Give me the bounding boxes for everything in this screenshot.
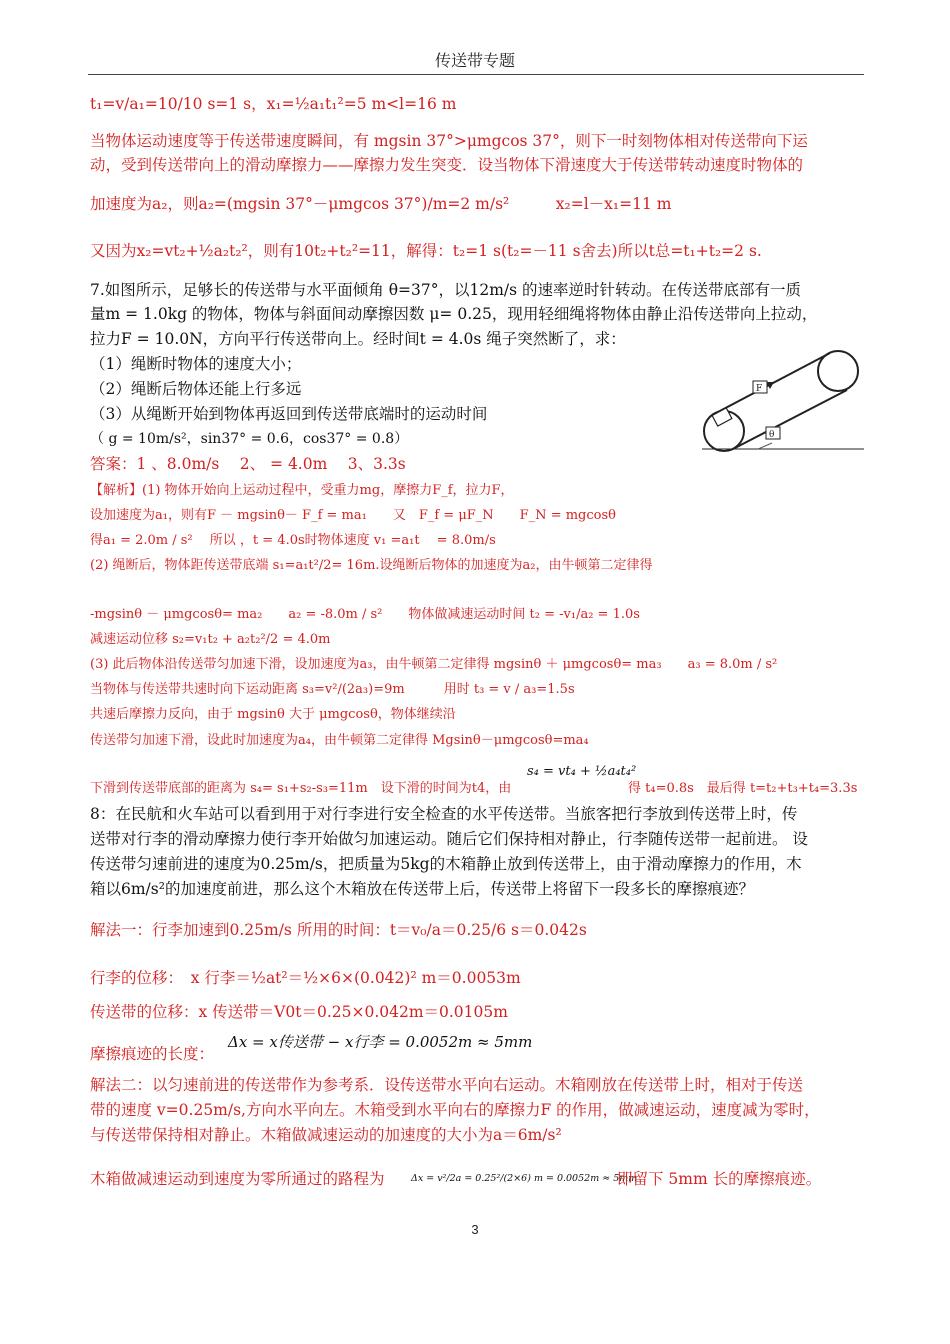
problem-7-question-1: （1）绳断时物体的速度大小； xyxy=(90,355,302,373)
analysis-line: (2) 绳断后，物体距传送带底端 s₁=a₁t²/2= 16m.设绳断后物体的加速度为a₂，由牛顿第二定律得 xyxy=(90,558,653,573)
page-number: 3 xyxy=(471,1222,479,1237)
conveyor-belt-figure xyxy=(700,345,866,455)
analysis-line: 得 t₄=0.8s 最后得 t=t₂+t₃+t₄=3.3s xyxy=(628,781,858,796)
solution-1-time: 解法一：行李加速到0.25m/s 所用的时间：t＝v₀/a＝0.25/6 s＝0.042s xyxy=(90,921,587,939)
problem-8-text: 传送带匀速前进的速度为0.25m/s，把质量为5kg的木箱静止放到传送带上，由于滑动摩擦力的作用，木 xyxy=(90,855,802,873)
problem-7-text: 量m = 1.0kg 的物体，物体与斜面间动摩擦因数 μ= 0.25，现用轻细绳将物体由静止沿传送带向上拉动， xyxy=(90,305,818,323)
solution-line-t2: 又因为x₂=vt₂+½a₂t₂²，则有10t₂+t₂²=11，解得：t₂=1 s(t₂=－11 s舍去)所以t总=t₁+t₂=2 s. xyxy=(90,242,762,260)
solution-2-text: 与传送带保持相对静止。木箱做减速运动的加速度的大小为a＝6m/s² xyxy=(90,1126,562,1144)
analysis-line: 设加速度为a₁，则有F － mgsinθ－ F_f = ma₁ 又 F_f = μF_N F_N = mgcosθ xyxy=(90,508,616,523)
formula-path: Δx = v²/2a = 0.25²/(2×6) m = 0.0052m ≈ 5mm xyxy=(411,1173,638,1184)
page-header-title: 传送带专题 xyxy=(434,51,515,70)
angle-label: θ xyxy=(769,430,775,440)
problem-7-answer: 答案：1 、8.0m/s 2、 = 4.0m 3、3.3s xyxy=(90,455,406,473)
problem-7-question-3: （3）从绳断开始到物体再返回到传送带底端时的运动时间 xyxy=(90,405,488,423)
problem-7-given: （ g = 10m/s²，sin37° = 0.6，cos37° = 0.8） xyxy=(90,431,409,447)
solution-line-t1: t₁=v/a₁=10/10 s=1 s，x₁=½a₁t₁²=5 m<l=16 m xyxy=(90,95,457,113)
problem-7-question-2: （2）绳断后物体还能上行多远 xyxy=(90,380,302,398)
analysis-line: 得a₁ = 2.0m / s² 所以 ，t = 4.0s时物体速度 v₁ =a₁t = 8.0m/s xyxy=(90,533,496,548)
analysis-line: -mgsinθ － μmgcosθ= ma₂ a₂ = -8.0m / s² 物体做减速运动时间 t₂ = -v₁/a₂ = 1.0s xyxy=(90,607,640,622)
problem-8-text: 箱以6m/s²的加速度前进，那么这个木箱放在传送带上后，传送带上将留下一段多长的摩擦痕迹？ xyxy=(90,880,754,898)
force-label: F xyxy=(756,384,763,394)
problem-8-text: 8：在民航和火车站可以看到用于对行李进行安全检查的水平传送带。当旅客把行李放到传送带上时，传 xyxy=(90,805,798,823)
solution-2-text: 解法二：以匀速前进的传送带作为参考系．设传送带水平向右运动。木箱刚放在传送带上时，相对于传送 xyxy=(90,1076,804,1094)
analysis-line: 【解析】(1) 物体开始向上运动过程中，受重力mg，摩擦力F_f，拉力F， xyxy=(90,483,514,498)
problem-7-text: 拉力F = 10.0N，方向平行传送带向上。经时间t = 4.0s 绳子突然断了，求： xyxy=(90,330,626,348)
analysis-line: 共速后摩擦力反向，由于 mgsinθ 大于 μmgcosθ，物体继续沿 xyxy=(90,707,456,722)
solution-1-trace-label: 摩擦痕迹的长度： xyxy=(90,1045,215,1063)
formula-delta-x: Δx = x传送带 − x行李 = 0.0052m ≈ 5mm xyxy=(228,1033,533,1051)
analysis-line: 减速运动位移 s₂=v₁t₂ + a₂t₂²/2 = 4.0m xyxy=(90,632,331,647)
formula-s4: s₄ = vt₄ + ½a₄t₄² xyxy=(527,764,637,779)
solution-line: 动，受到传送带向上的滑动摩擦力——摩擦力发生突变．设当物体下滑速度大于传送带转动速度时物体的 xyxy=(90,156,804,174)
problem-8-text: 送带对行李的滑动摩擦力使行李开始做匀加速运动。随后它们保持相对静止，行李随传送带一起前进。 设 xyxy=(90,830,808,848)
solution-2-path-label: 木箱做减速运动到速度为零所通过的路程为 xyxy=(90,1170,385,1188)
header-rule xyxy=(88,74,864,75)
solution-1-belt-displacement: 传送带的位移：x 传送带＝V0t＝0.25×0.042m＝0.0105m xyxy=(90,1003,508,1021)
analysis-line: 传送带匀加速下滑，设此时加速度为a₄，由牛顿第二定律得 Mgsinθ－μmgcosθ=ma₄ xyxy=(90,733,589,748)
solution-line: 当物体运动速度等于传送带速度瞬间，有 mgsin 37°>μmgcos 37°，则下一时刻物体相对传送带向下运 xyxy=(90,132,808,150)
solution-1-luggage-displacement: 行李的位移： x 行李＝½at²＝½×6×(0.042)² m＝0.0053m xyxy=(90,969,521,987)
analysis-line: 当物体与传送带共速时向下运动距离 s₃=v²/(2a₃)=9m 用时 t₃ = v / a₃=1.5s xyxy=(90,682,575,697)
problem-7-text: 7.如图所示，足够长的传送带与水平面倾角 θ=37°，以12m/s 的速率逆时针转动。在传送带底部有一质 xyxy=(90,281,802,299)
analysis-line: 下滑到传送带底部的距离为 s₄= s₁+s₂-s₃=11m 设下滑的时间为t4，由 xyxy=(90,781,512,796)
solution-line-a2: 加速度为a₂，则a₂=(mgsin 37°－μmgcos 37°)/m=2 m/s² x₂=l－x₁=11 m xyxy=(90,195,672,213)
solution-2-text: 带的速度 v=0.25m/s,方向水平向左。木箱受到水平向右的摩擦力F 的作用，做减速运动，速度减为零时， xyxy=(90,1101,820,1119)
solution-2-conclusion: 即留下 5mm 长的摩擦痕迹。 xyxy=(617,1170,822,1188)
analysis-line: (3) 此后物体沿传送带匀加速下滑，设加速度为a₃，由牛顿第二定律得 mgsinθ ＋ μmgcosθ= ma₃ a₃ = 8.0m / s² xyxy=(90,657,778,672)
